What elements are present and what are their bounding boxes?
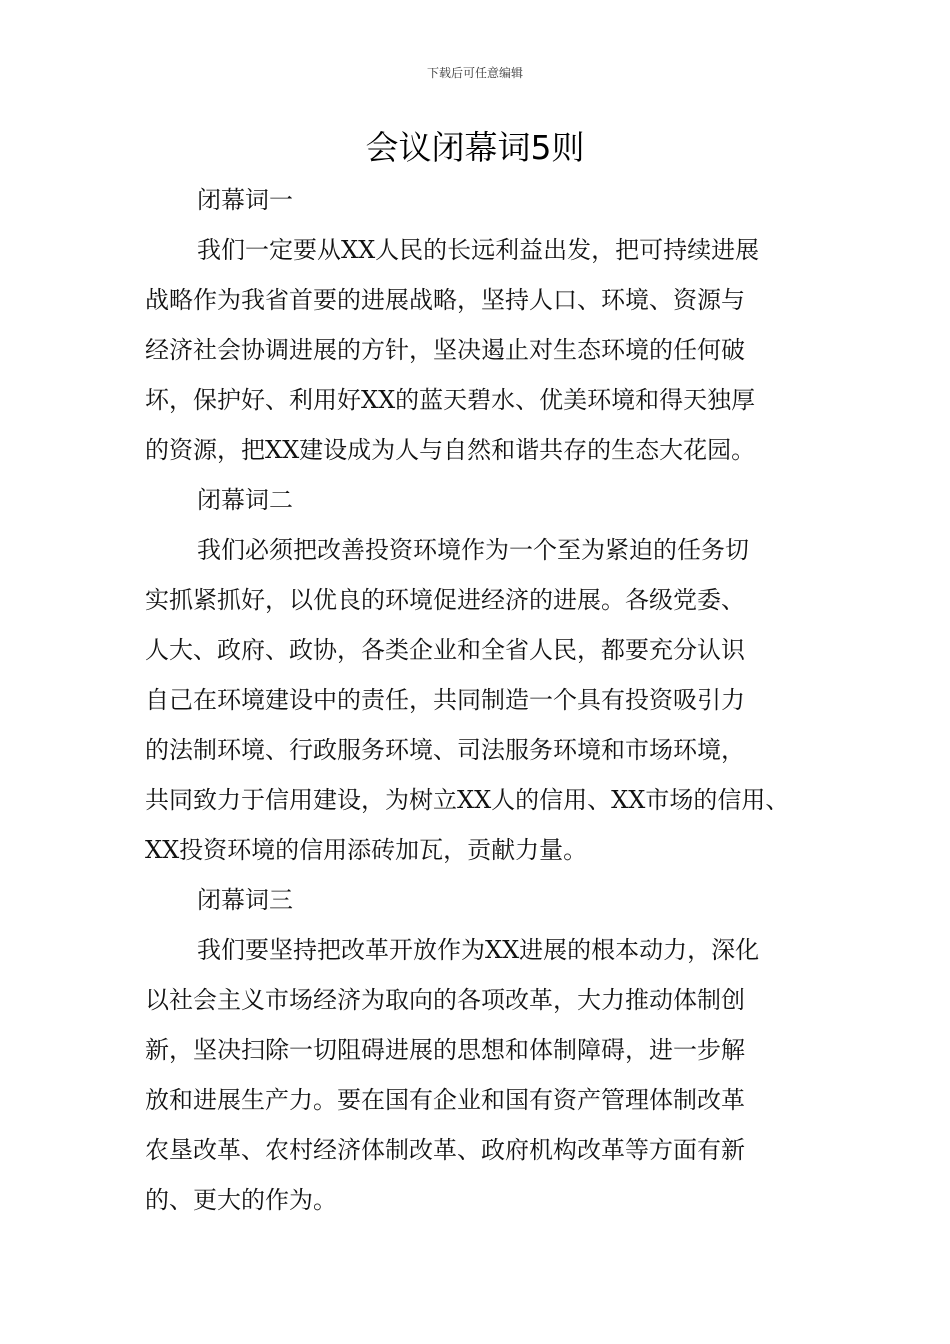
paragraph-line: 的法制环境、行政服务环境、司法服务环境和市场环境， [145,736,745,764]
paragraph-line: 经济社会协调进展的方针，坚决遏止对生态环境的任何破 [145,336,745,364]
paragraph-line: 农垦改革、农村经济体制改革、政府机构改革等方面有新 [145,1136,745,1164]
document-body [145,175,825,1225]
paragraph-line: 以社会主义市场经济为取向的各项改革，大力推动体制创 [145,986,745,1014]
paragraph-line: 新，坚决扫除一切阻碍进展的思想和体制障碍，进一步解 [145,1036,745,1064]
paragraph-line: 战略作为我省首要的进展战略，坚持人口、环境、资源与 [145,286,745,314]
paragraph-line: 的、更大的作为。 [145,1186,337,1214]
paragraph-line: 坏，保护好、利用好XX的蓝天碧水、优美环境和得天独厚 [145,386,756,414]
header-note: 下载后可任意编辑 [426,66,523,80]
section-heading: 闭幕词三 [197,886,293,914]
document-title: 会议闭幕词5则 [365,128,585,167]
paragraph-line: 共同致力于信用建设，为树立XX人的信用、XX市场的信用、 [145,786,790,814]
paragraph-line: 自己在环境建设中的责任，共同制造一个具有投资吸引力 [145,686,745,714]
section-heading: 闭幕词一 [197,186,293,214]
paragraph-line: XX投资环境的信用添砖加瓦，贡献力量。 [145,836,588,864]
paragraph-line: 放和进展生产力。要在国有企业和国有资产管理体制改革 [145,1086,745,1114]
paragraph-line: 的资源，把XX建设成为人与自然和谐共存的生态大花园。 [145,436,756,464]
paragraph-line: 实抓紧抓好，以优良的环境促进经济的进展。各级党委、 [145,586,745,614]
paragraph-line: 我们一定要从XX人民的长远利益出发，把可持续进展 [197,236,760,264]
section-heading: 闭幕词二 [197,486,293,514]
paragraph-line: 人大、政府、政协，各类企业和全省人民，都要充分认识 [145,636,745,664]
paragraph-line: 我们必须把改善投资环境作为一个至为紧迫的任务切 [197,536,749,564]
paragraph-line: 我们要坚持把改革开放作为XX进展的根本动力，深化 [197,936,760,964]
